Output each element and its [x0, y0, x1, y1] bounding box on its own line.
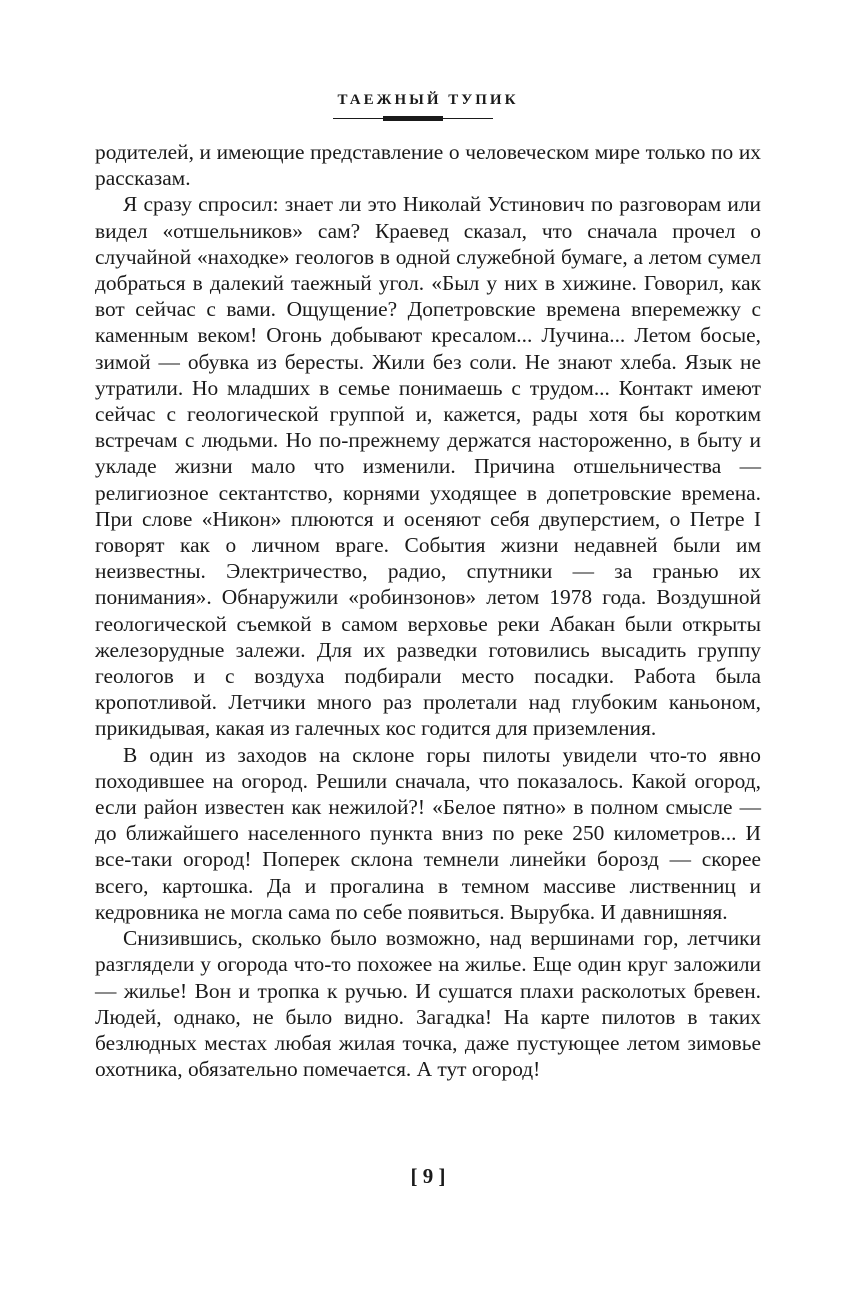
page-number: [ 9 ] — [410, 1164, 446, 1188]
running-title: ТАЕЖНЫЙ ТУПИК — [337, 92, 519, 108]
paragraph-3: В один из заходов на склоне горы пилоты увидели что-то явно походившее на огород. Решили сначала, что показалось. Какой огород, если район известен как нежилой?! «Белое пятно» в полном смысле — до ближайшего населенного пункта вниз по реке 250 километров... И все-таки огород! Поперек склона темнели линейки борозд — скорее всего, картошка. Да и прогалина в темном массиве лиственниц и кедровника не могла сама по себе появиться. Вырубка. И давнишняя. — [95, 742, 761, 924]
paragraph-2: Я сразу спросил: знает ли это Николай Устинович по разговорам или видел «отшельников» сам? Краевед сказал, что сначала прочел о случайной «находке» геологов в одной служебной бумаге, а летом сумел добраться в далекий таежный угол. «Был у них в хижине. Говорил, как вот сейчас с вами. Ощущение? Допетровские времена вперемежку с каменным веком! Огонь добывают кресалом... Лучина... Летом босые, зимой — обувка из бересты. Жили без соли. Не знают хлеба. Язык не утратили. Но младших в семье понимаешь с трудом... Контакт имеют сейчас с геологической группой и, кажется, рады хотя бы коротким встречам с людьми. Но по-прежнему держатся настороженно, в быту и укладе жизни мало что изменили. Причина отшельничества — религиозное сектантство, корнями уходящее в допетровские времена. При слове «Никон» плюются и осеняют себя двуперстием, о Петре I говорят как о личном враге. События жизни недавней были им неизвестны. Электричество, радио, спутники — за гранью их понимания». Обнаружили «робинзонов» летом 1978 года. Воздушной геологической съемкой в самом верховье реки Абакан были открыты железорудные залежи. Для их разведки готовились высадить группу геологов и с воздуха подбирали место посадки. Работа была кропотливой. Летчики много раз пролетали над глубоким каньоном, прикидывая, какая из галечных кос годится для приземления. — [95, 192, 761, 741]
header-rule-ornament — [383, 116, 443, 121]
paragraph-1: родителей, и имеющие представление о человеческом мире только по их рассказам. — [95, 140, 761, 191]
paragraph-4: Снизившись, сколько было возможно, над вершинами гор, летчики разглядели у огорода что-то похожее на жилье. Еще один круг заложили — жилье! Вон и тропка к ручью. И сушатся плахи расколотых бревен. Людей, однако, не было видно. Загадка! На карте пилотов в таких безлюдных местах любая жилая точка, даже пустующее летом зимовье охотника, обязательно помечается. А тут огород! — [95, 926, 761, 1082]
body-text — [95, 139, 761, 1082]
